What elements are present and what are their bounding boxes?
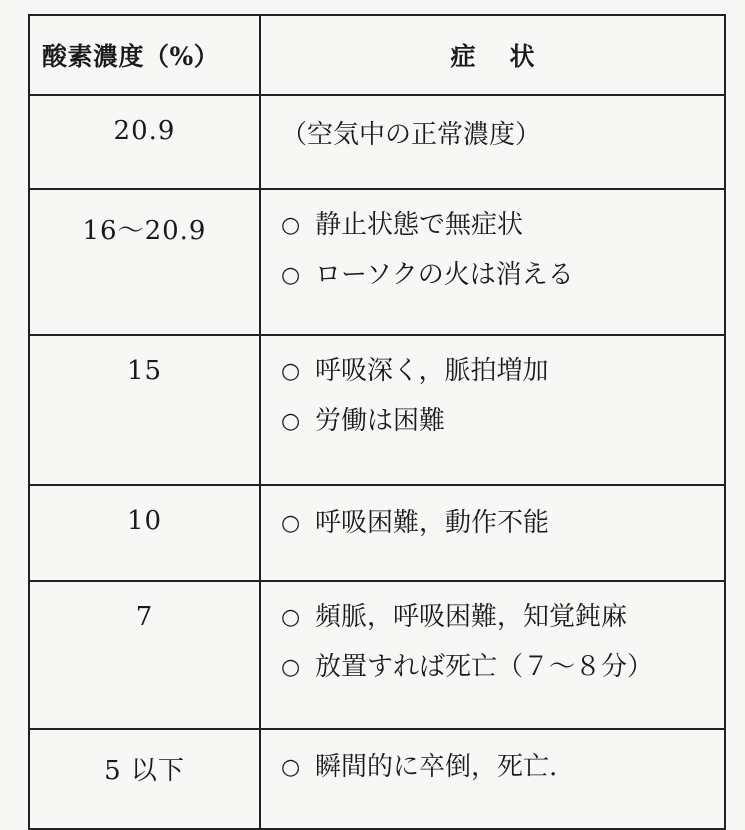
- table-row: [29, 485, 725, 581]
- symptom-cell: [260, 189, 725, 335]
- circle-bullet-icon: ○: [281, 655, 301, 680]
- circle-bullet-icon: ○: [281, 755, 301, 780]
- table-row: [29, 729, 725, 829]
- symptom-item: [281, 402, 724, 452]
- concentration-cell: 10: [29, 485, 260, 581]
- symptom-item: [281, 206, 724, 256]
- symptom-item: [281, 648, 724, 698]
- symptom-text: 頻脈，呼吸困難，知覚鈍麻: [315, 602, 628, 632]
- symptom-text: 呼吸困難，動作不能: [315, 508, 550, 538]
- symptom-text: 瞬間的に卒倒，死亡.: [315, 752, 558, 782]
- circle-bullet-icon: ○: [281, 359, 301, 384]
- header-oxygen-concentration: 酸素濃度（%）: [29, 15, 260, 95]
- symptom-item: [281, 748, 724, 798]
- table-row: [29, 335, 725, 485]
- symptom-cell: [260, 581, 725, 729]
- header-row: [29, 15, 725, 95]
- table-row: [29, 189, 725, 335]
- symptom-text: ローソクの火は消える: [315, 260, 574, 290]
- symptom-cell: [260, 335, 725, 485]
- symptom-item: [281, 598, 724, 648]
- symptom-item: [281, 504, 724, 554]
- symptom-text: 静止状態で無症状: [315, 210, 524, 240]
- circle-bullet-icon: ○: [281, 511, 301, 536]
- concentration-cell: 20.9: [29, 95, 260, 189]
- symptom-cell: [260, 95, 725, 189]
- symptom-item: [281, 352, 724, 402]
- symptom-text: （空気中の正常濃度）: [281, 120, 542, 150]
- concentration-cell: 16～20.9: [29, 189, 260, 335]
- circle-bullet-icon: ○: [281, 213, 301, 238]
- oxygen-symptom-table-container: [28, 14, 724, 830]
- symptom-text: 労働は困難: [315, 406, 446, 436]
- header-symptoms: 症状: [260, 15, 725, 95]
- circle-bullet-icon: ○: [281, 605, 301, 630]
- symptom-cell: [260, 729, 725, 829]
- concentration-cell: 15: [29, 335, 260, 485]
- symptom-cell: [260, 485, 725, 581]
- circle-bullet-icon: ○: [281, 409, 301, 434]
- circle-bullet-icon: ○: [281, 263, 301, 288]
- table-row: [29, 95, 725, 189]
- concentration-cell: 5 以下: [29, 729, 260, 829]
- symptom-item: [281, 256, 724, 306]
- concentration-cell: 7: [29, 581, 260, 729]
- table-row: [29, 581, 725, 729]
- oxygen-symptom-table: [28, 14, 726, 830]
- symptom-text: 呼吸深く，脈拍増加: [315, 356, 549, 386]
- symptom-text: 放置すれば死亡（７～８分）: [315, 652, 654, 682]
